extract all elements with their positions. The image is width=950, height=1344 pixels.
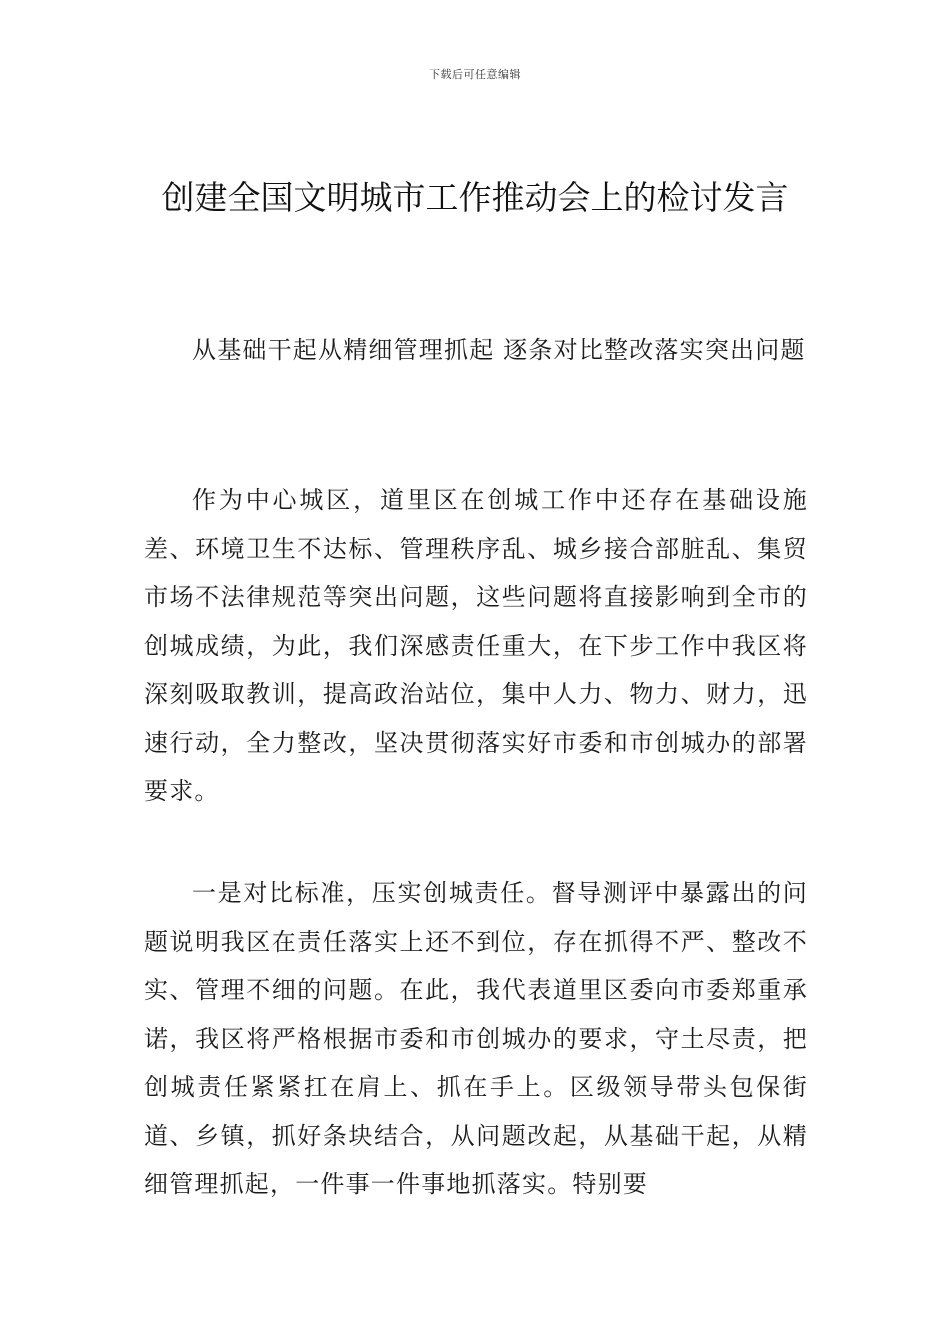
intro-paragraph: 作为中心城区，道里区在创城工作中还存在基础设施差、环境卫生不达标、管理秩序乱、城乡接合部脏乱、集贸市场不法律规范等突出问题，这些问题将直接影响到全市的创城成绩，为此，我们深感责任重大，在下步工作中我区将深刻吸取教训，提高政治站位，集中人力、物力、财力，迅速行动，全力整改，坚决贯彻落实好市委和市创城办的部署要求。 bbox=[144, 486, 808, 805]
subtitle-paragraph: 从基础干起从精细管理抓起 逐条对比整改落实突出问题 bbox=[192, 336, 806, 364]
header-note: 下载后可任意编辑 bbox=[429, 68, 521, 81]
document-title: 创建全国文明城市工作推动会上的检讨发言 bbox=[161, 178, 789, 217]
point-one-paragraph: 一是对比标准，压实创城责任。督导测评中暴露出的问题说明我区在责任落实上还不到位，存在抓得不严、整改不实、管理不细的问题。在此，我代表道里区委向市委郑重承诺，我区将严格根据市委和市创城办的要求，守土尽责，把创城责任紧紧扛在肩上、抓在手上。区级领导带头包保街道、乡镇，抓好条块结合，从问题改起，从基础干起，从精细管理抓起，一件事一件事地抓落实。特别要 bbox=[144, 879, 808, 1198]
